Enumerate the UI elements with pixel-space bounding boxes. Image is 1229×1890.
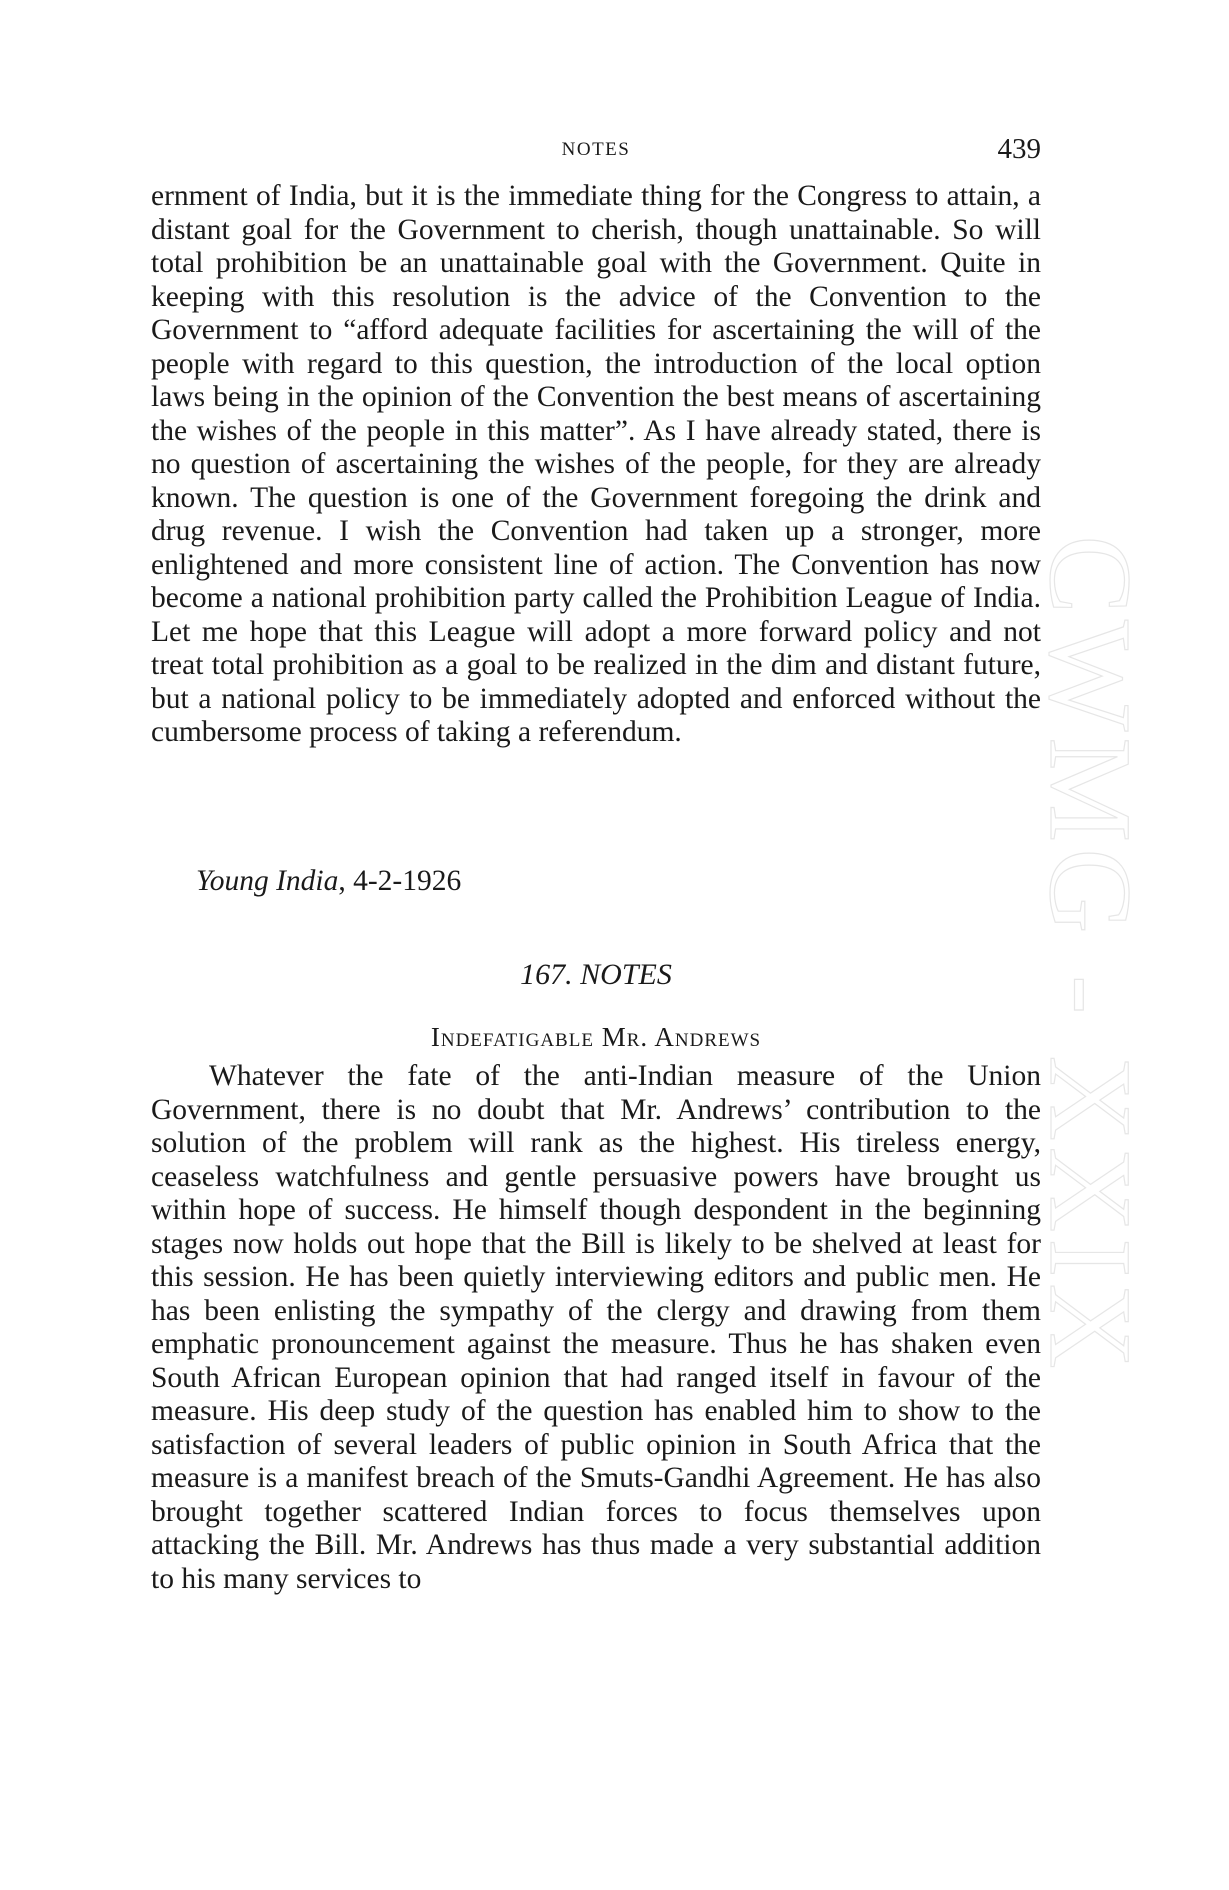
source-date: , 4-2-1926 xyxy=(338,865,462,897)
book-page xyxy=(151,0,1041,1890)
watermark xyxy=(1025,465,1156,1445)
body-paragraph-continued: ernment of India, but it is the immediate thing for the Congress to attain, a distant goal for the Government to cherish, though unattainable. So will total prohibition be an unattainable goal with the Government. Quite in keeping with this resolution is the advice of the Convention to the Government to “afford adequate facilities for ascertaining the will of the people with regard to this question, the introduction of the local option laws being in the opinion of the Convention the best means of ascertaining the wishes of the people in this matter”. As I have already stated, there is no question of ascertaining the wishes of the people, for they are already known. The question is one of the Government foregoing the drink and drug revenue. I wish the Convention had taken up a stronger, more enlightened and more consistent line of action. The Convention has now become a national prohibition party called the Prohibition League of India. Let me hope that this League will adopt a more forward policy and not treat total prohibition as a goal to be realized in the dim and distant future, but a national policy to be immediately adopted and enforced without the cumbersome process of taking a referendum. xyxy=(151,180,1041,748)
article-heading: 167. NOTES xyxy=(520,958,672,991)
source-publication: Young India xyxy=(196,865,339,897)
source-citation xyxy=(196,865,461,899)
page-number: 439 xyxy=(997,133,1041,165)
section-heading: Indefatigable Mr. Andrews xyxy=(430,1022,762,1052)
running-head xyxy=(151,133,1041,167)
watermark-text: CWMG - XXIX xyxy=(1025,535,1156,1375)
running-title: NOTES xyxy=(561,139,631,160)
article-paragraph: Whatever the fate of the anti-Indian measure of the Union Government, there is no doubt that Mr. Andrews’ contribution to the solution of the problem will rank as the highest. His tireless energy, ceaseless watchfulness and gentle persuasive powers have brought us within hope of success. He himself though despondent in the beginning stages now holds out hope that the Bill is likely to be shelved at least for this session. He has been quietly interviewing editors and public men. He has been enlisting the sympathy of the clergy and drawing from them emphatic pronouncement against the measure. Thus he has shaken even South African European opinion that had ranged itself in favour of the measure. His deep study of the question has enabled him to show to the satisfaction of several leaders of public opinion in South Africa that the measure is a manifest breach of the Smuts-Gandhi Agreement. He has also brought together scattered Indian forces to focus themselves upon attacking the Bill. Mr. Andrews has thus made a very substantial addition to his many services to xyxy=(151,1060,1041,1595)
